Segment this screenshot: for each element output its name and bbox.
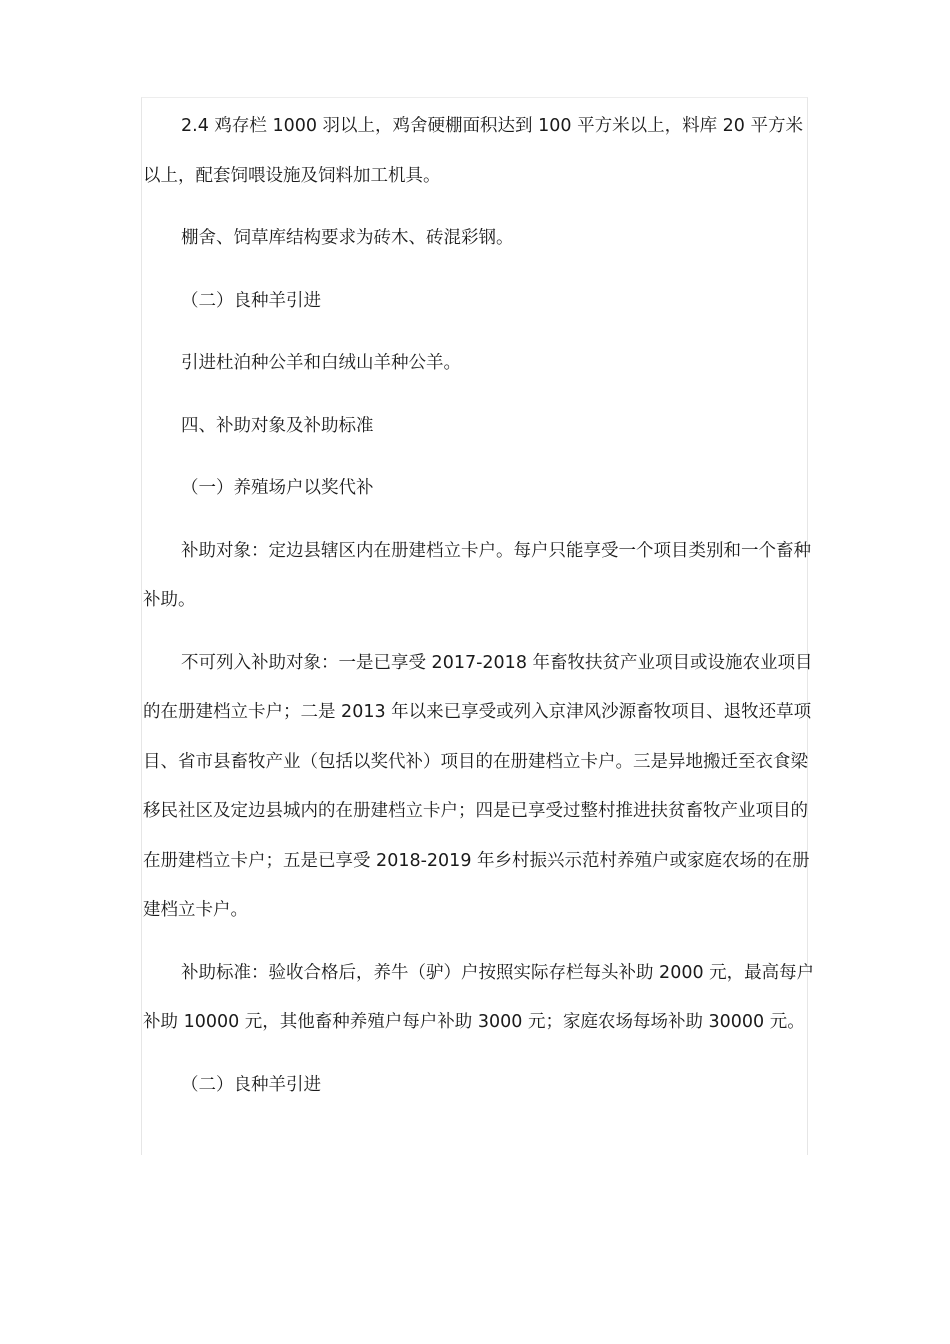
paragraph-subsidy-targets: 补助对象：定边县辖区内在册建档立卡户。每户只能享受一个项目类别和一个畜种补助。 [143, 540, 811, 610]
subheading-sheep-introduction: （二）良种羊引进 [181, 290, 321, 311]
section-heading-subsidy: 四、补助对象及补助标准 [181, 415, 374, 436]
paragraph-subsidy-standard: 补助标准：验收合格后，养牛（驴）户按照实际存栏每头补助 2000 元，最高每户补助 10000 元，其他畜种养殖户每户补助 3000 元；家庭农场每场补助 30000 元。 [143, 962, 815, 1032]
document-body [143, 102, 815, 1110]
subheading-reward-subsidy: （一）养殖场户以奖代补 [181, 478, 374, 498]
paragraph-chicken-requirements: 2.4 鸡存栏 1000 羽以上，鸡舍硬棚面积达到 100 平方米以上，料库 20 平方米以上，配套饲喂设施及饲料加工机具。 [143, 116, 803, 186]
subheading-sheep-introduction-2: （二）良种羊引进 [181, 1074, 321, 1095]
paragraph-shed-structure: 棚舍、饲草库结构要求为砖木、砖混彩钢。 [181, 228, 514, 248]
paragraph-sheep-breeds: 引进杜泊种公羊和白绒山羊种公羊。 [181, 353, 461, 373]
paragraph-excluded-targets: 不可列入补助对象：一是已享受 2017-2018 年畜牧扶贫产业项目或设施农业项目的在册建档立卡户；二是 2013 年以来已享受或列入京津风沙源畜牧项目、退牧还草项目、省市县畜牧产业（包括以奖代补）项目的在册建档立卡户。三是异地搬迁至衣食梁移民社区及定边县城内的在册建档立卡户；四是已享受过整村推进扶贫畜牧产业项目的在册建档立卡户；五是已享受 2018-2019 年乡村振兴示范村养殖户或家庭农场的在册建档立卡户。 [143, 652, 813, 920]
